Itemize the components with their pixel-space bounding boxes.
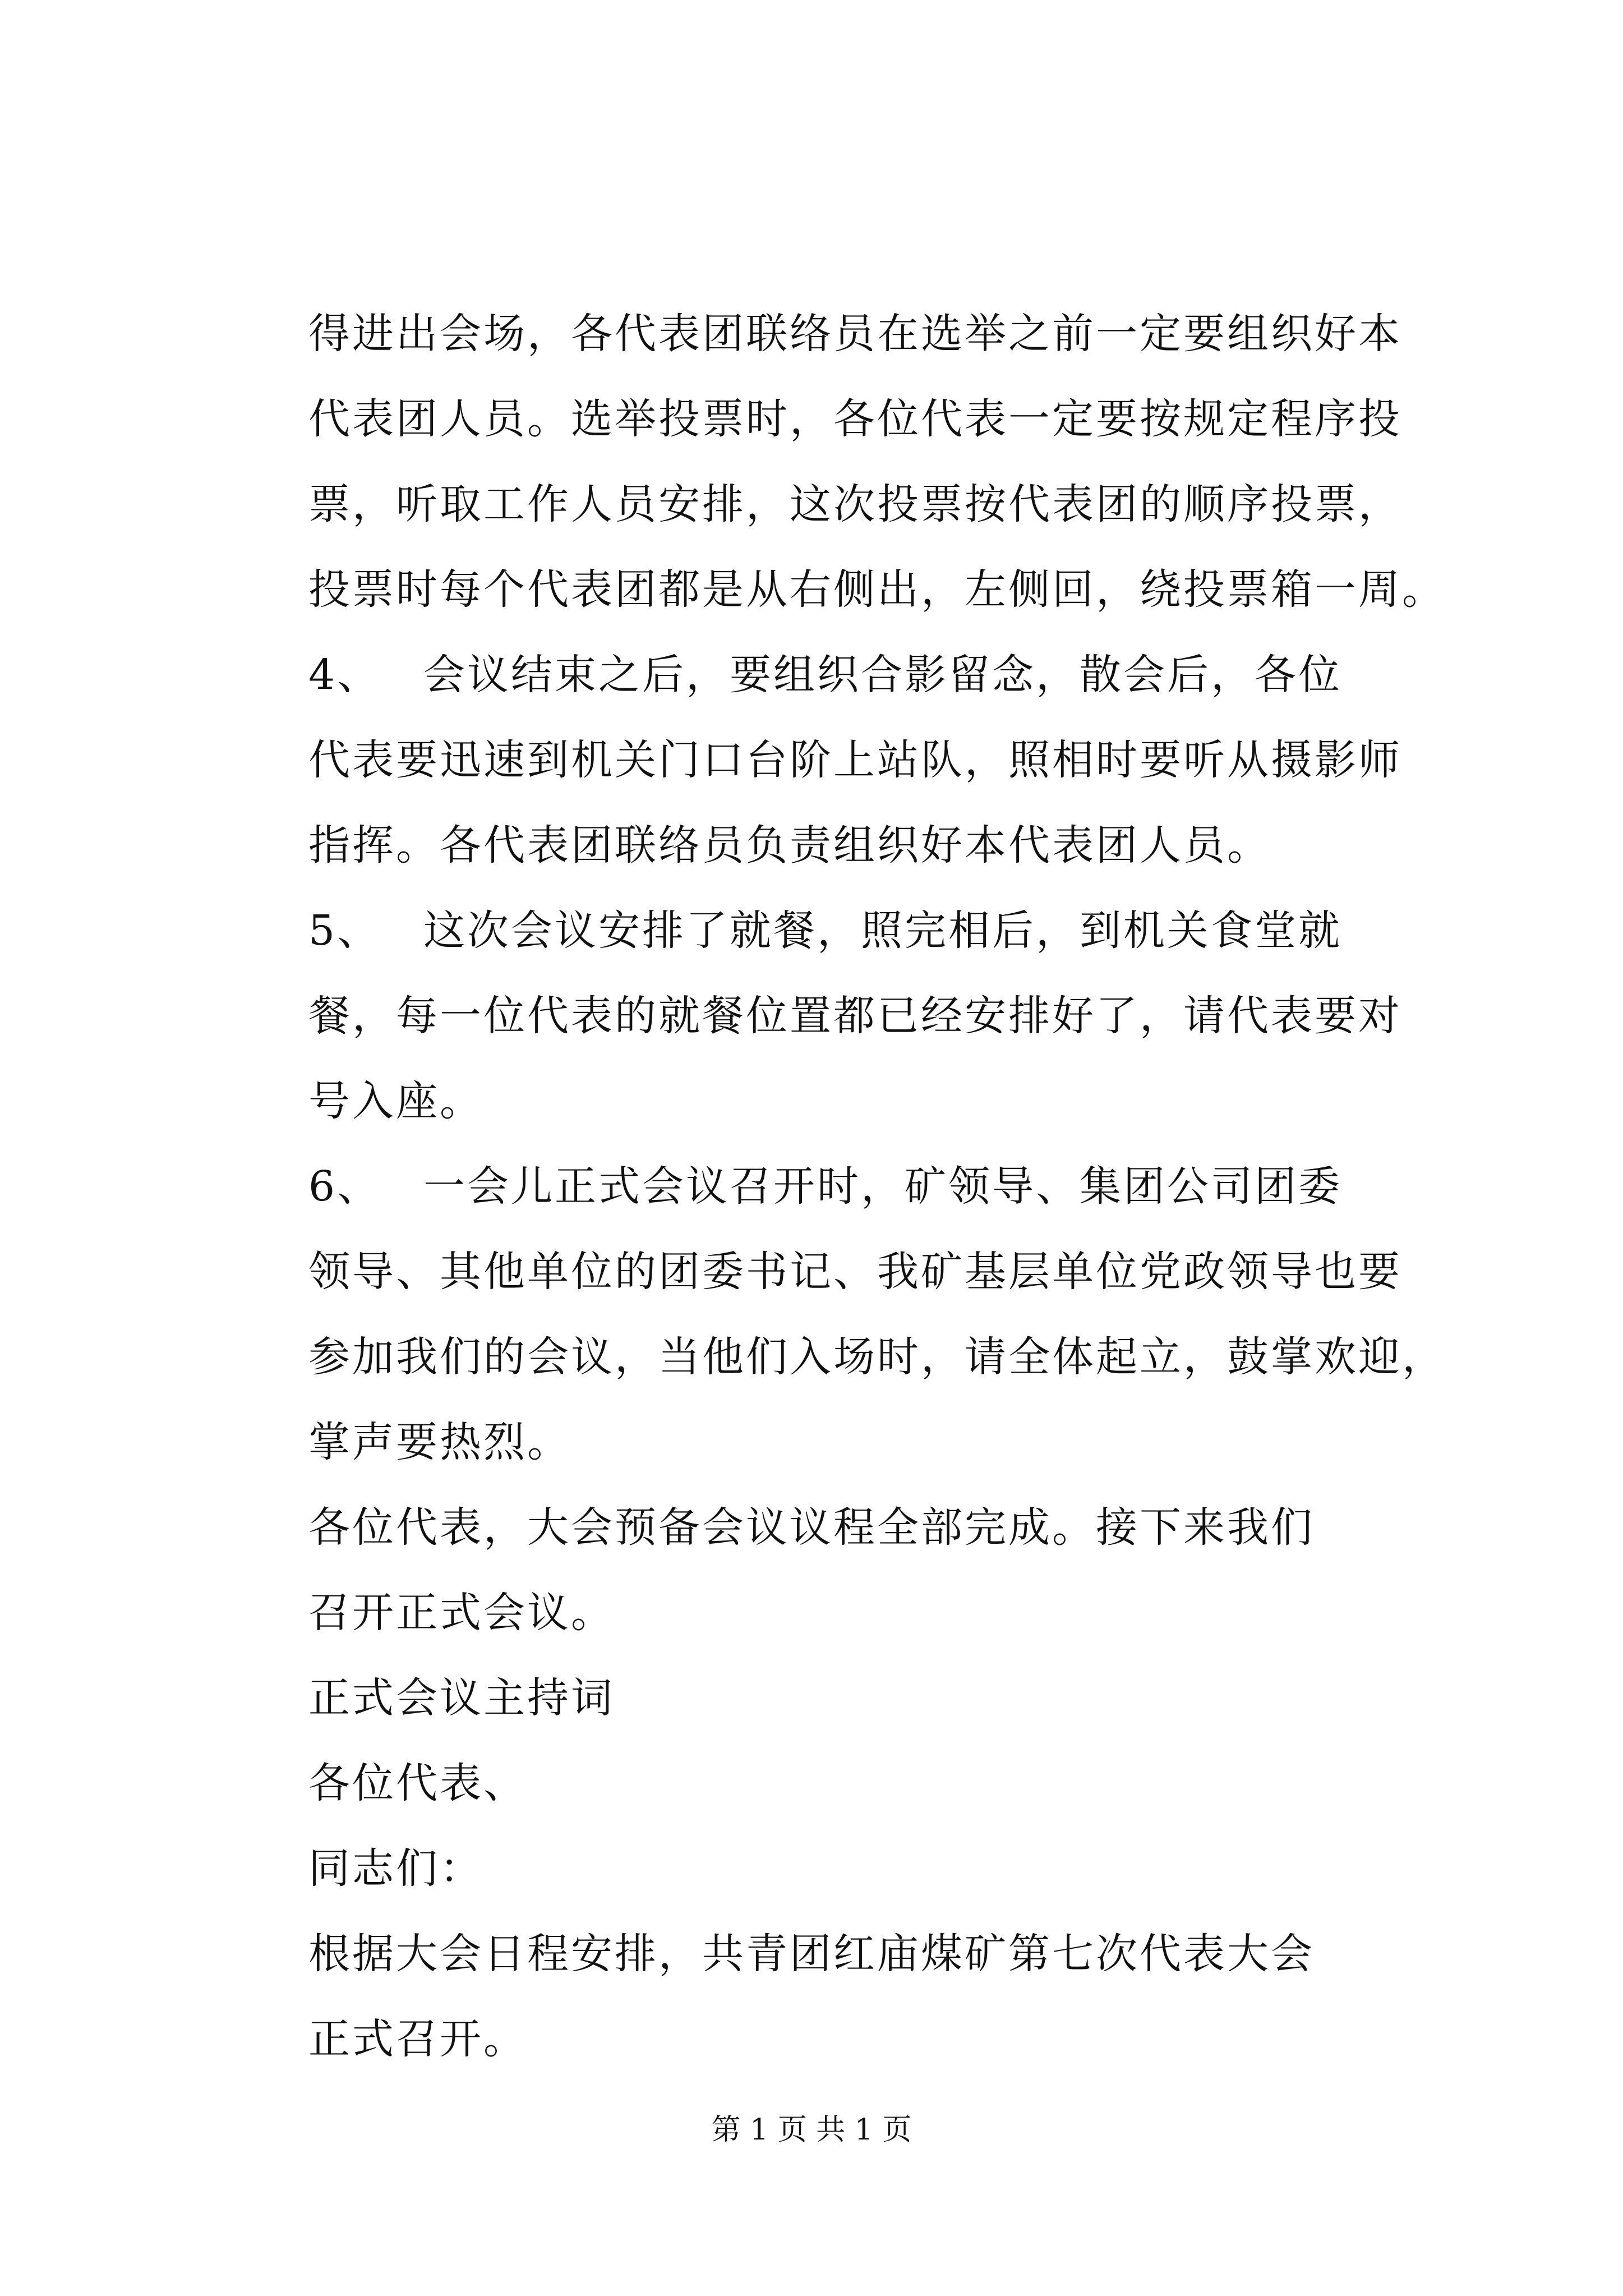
numbered-item-6	[308, 1158, 1342, 1214]
text-line: 根据大会日程安排，共青团红庙煤矿第七次代表大会	[308, 1930, 1315, 1978]
item-text: 一会儿正式会议召开时，矿领导、集团公司团委	[423, 1162, 1342, 1211]
numbered-item-5	[308, 903, 1342, 959]
text-line: 餐，每一位代表的就餐位置都已经安排好了，请代表要对	[308, 992, 1402, 1040]
section-title: 正式会议主持词	[308, 1674, 615, 1722]
text-line: 指挥。各代表团联络员负责组织好本代表团人员。	[308, 821, 1271, 869]
item-text: 会议结束之后，要组织合影留念，散会后，各位	[423, 651, 1342, 699]
text-line: 掌声要热烈。	[308, 1418, 571, 1466]
text-line: 代表要迅速到机关门口台阶上站队，照相时要听从摄影师	[308, 736, 1402, 784]
salutation: 各位代表、	[308, 1759, 527, 1807]
item-number: 6、	[308, 1162, 381, 1211]
item-number: 4、	[308, 651, 381, 699]
item-text: 这次会议安排了就餐，照完相后，到机关食堂就	[423, 907, 1342, 955]
text-line: 各位代表，大会预备会议议程全部完成。接下来我们	[308, 1503, 1315, 1552]
numbered-item-4	[308, 647, 1342, 703]
text-line: 参加我们的会议，当他们入场时，请全体起立，鼓掌欢迎，	[308, 1333, 1446, 1381]
text-line: 得进出会场，各代表团联络员在选举之前一定要组织好本	[308, 310, 1402, 358]
text-line: 正式召开。	[308, 2015, 527, 2063]
text-line: 投票时每个代表团都是从右侧出，左侧回，绕投票箱一周。	[308, 565, 1446, 614]
text-line: 召开正式会议。	[308, 1589, 615, 1637]
text-line: 代表团人员。选举投票时，各位代表一定要按规定程序投	[308, 395, 1402, 443]
text-line: 票，听取工作人员安排，这次投票按代表团的顺序投票，	[308, 480, 1402, 528]
item-number: 5、	[308, 907, 381, 955]
salutation: 同志们：	[308, 1844, 483, 1893]
text-line: 号入座。	[308, 1077, 483, 1125]
page-footer: 第 1 页 共 1 页	[711, 2113, 912, 2147]
text-line: 领导、其他单位的团委书记、我矿基层单位党政领导也要	[308, 1248, 1402, 1296]
